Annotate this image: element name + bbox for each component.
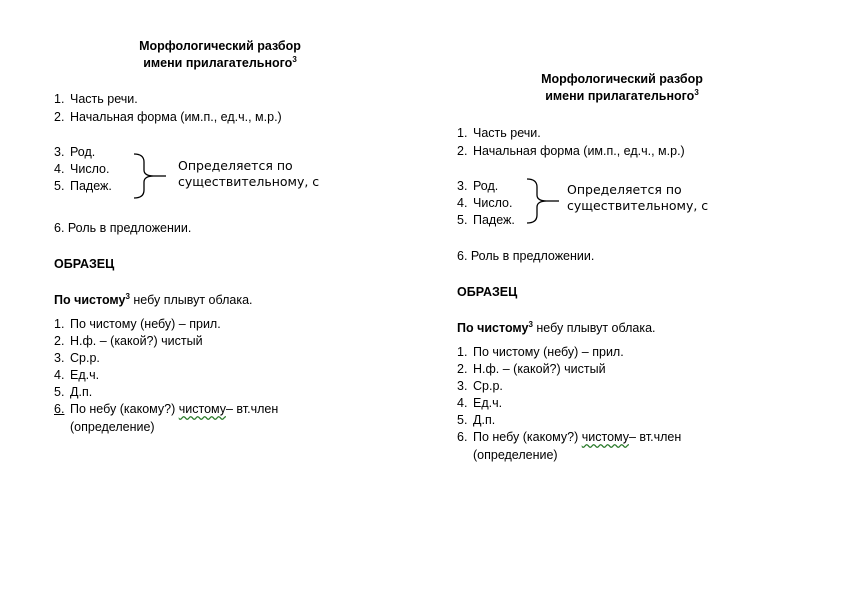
title-text: имени прилагательного: [545, 89, 695, 103]
sample-item-1: 1. По чистому (небу) – прил.: [457, 345, 624, 359]
left-card: [0, 0, 400, 595]
card-title-line2: [120, 55, 320, 71]
sample-heading: ОБРАЗЕЦ: [457, 285, 518, 299]
title-footnote-mark: 3: [694, 87, 699, 97]
card-title-line2: [522, 88, 722, 104]
sample-item-6-line2: (определение): [473, 448, 558, 462]
step-5: 5. Падеж.: [457, 213, 515, 227]
role-step: 6. Роль в предложении.: [54, 221, 192, 235]
sample-item-4: 4. Ед.ч.: [54, 368, 100, 382]
card-title-line1: Морфологический разбор: [139, 39, 301, 53]
bracket-note-line1: Определяется по: [567, 182, 682, 197]
sample-item-6: 6. По небу (какому?) чистому– вт.член: [54, 402, 279, 416]
sample-sentence: По чистому$^3$ небу плывут облака.: [457, 319, 656, 335]
step-1: 1. Часть речи.: [54, 92, 138, 106]
curly-bracket-icon: [525, 177, 561, 225]
sample-item-6: 6. По небу (какому?) чистому– вт.член: [457, 430, 682, 444]
title-footnote-mark: 3: [292, 54, 297, 64]
sample-item-2: 2. Н.ф. – (какой?) чистый: [54, 334, 203, 348]
step-4: 4. Число.: [457, 196, 513, 210]
title-text: имени прилагательного: [143, 56, 293, 70]
sample-item-3: 3. Ср.р.: [54, 351, 100, 365]
step-1: 1. Часть речи.: [457, 126, 541, 140]
step-2: 2. Начальная форма (им.п., ед.ч., м.р.): [54, 110, 282, 124]
wavy-underlined-word: чистому: [581, 430, 629, 444]
sample-item-5: 5. Д.п.: [54, 385, 93, 399]
sample-sentence: По чистому$^3$ небу плывут облака.: [54, 291, 253, 307]
card-title-line1: Морфологический разбор: [541, 72, 703, 86]
wavy-underlined-word: чистому: [178, 402, 226, 416]
bracket-note-line1: Определяется по: [178, 158, 293, 173]
sample-item-6-line2: (определение): [70, 420, 155, 434]
step-3: 3. Род.: [457, 179, 499, 193]
step-2: 2. Начальная форма (им.п., ед.ч., м.р.): [457, 144, 685, 158]
bracket-note-line2: существительному, с: [178, 174, 320, 189]
role-step: 6. Роль в предложении.: [457, 249, 595, 263]
sample-item-3: 3. Ср.р.: [457, 379, 503, 393]
sample-item-4: 4. Ед.ч.: [457, 396, 503, 410]
sample-item-1: 1. По чистому (небу) – прил.: [54, 317, 221, 331]
step-5: 5. Падеж.: [54, 179, 112, 193]
step-4: 4. Число.: [54, 162, 110, 176]
sample-item-5: 5. Д.п.: [457, 413, 496, 427]
bracket-note-line2: существительному, с: [567, 198, 709, 213]
step-3: 3. Род.: [54, 145, 96, 159]
sample-item-2: 2. Н.ф. – (какой?) чистый: [457, 362, 606, 376]
sample-heading: ОБРАЗЕЦ: [54, 257, 115, 271]
right-card: [402, 0, 802, 595]
curly-bracket-icon: [132, 152, 168, 200]
